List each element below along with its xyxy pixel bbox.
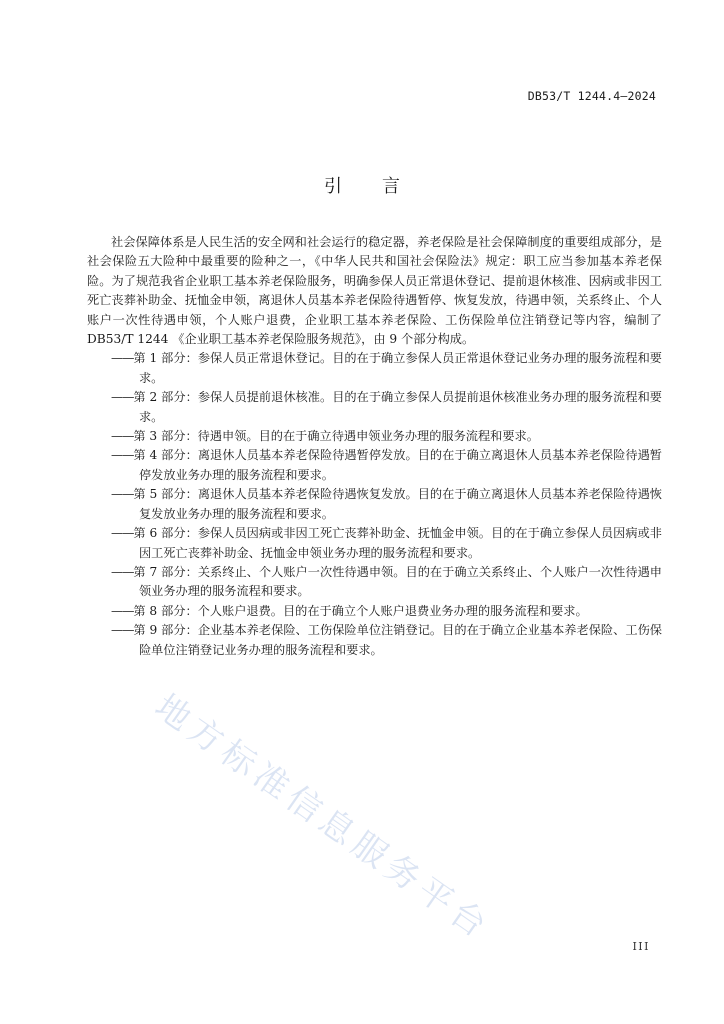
part-text: 第 5 部分：离退休人员基本养老保险待遇恢复发放。目的在于确立离退休人员基本养老保险待遇恢复发放业务办理的服务流程和要求。 [133,487,662,521]
list-item [87,388,662,427]
part-text: 第 9 部分：企业基本养老保险、工伤保险单位注销登记。目的在于确立企业基本养老保险、工伤保险单位注销登记业务办理的服务流程和要求。 [133,623,662,657]
list-item [87,524,662,563]
dash-marker: —— [111,603,134,618]
intro-paragraph: 社会保障体系是人民生活的安全网和社会运行的稳定器，养老保险是社会保障制度的重要组成部分，是社会保险五大险种中最重要的险种之一，《中华人民共和国社会保险法》规定：职工应当参加基本养老保险。为了规范我省企业职工基本养老保险服务，明确参保人员正常退休登记、提前退休核准、因病或非因工死亡丧葬补助金、抚恤金申领，离退休人员基本养老保险待遇暂停、恢复发放，待遇申领，关系终止、个人账户一次性待遇申领，个人账户退费，企业职工基本养老保险、工伤保险单位注销登记等内容，编制了 DB53/T 1244 《企业职工基本养老保险服务规范》，由 9 个部分构成。 [87,235,662,347]
part-text: 第 2 部分：参保人员提前退休核准。目的在于确立参保人员提前退休核准业务办理的服务流程和要求。 [133,390,662,424]
parts-list [87,349,662,660]
dash-marker: —— [111,351,134,366]
list-item [87,485,662,524]
dash-marker: —— [111,526,134,541]
part-text: 第 8 部分：个人账户退费。目的在于确立个人账户退费业务办理的服务流程和要求。 [133,603,588,618]
dash-marker: —— [111,390,134,405]
list-item [87,563,662,602]
part-text: 第 6 部分：参保人员因病或非因工死亡丧葬补助金、抚恤金申领。目的在于确立参保人员因病或非因工死亡丧葬补助金、抚恤金申领业务办理的服务流程和要求。 [133,526,662,560]
page-title: 引言 [324,176,440,197]
part-text: 第 7 部分：关系终止、个人账户一次性待遇申领。目的在于确立关系终止、个人账户一次性待遇申领业务办理的服务流程和要求。 [133,564,662,599]
part-text: 第 4 部分：离退休人员基本养老保险待遇暂停发放。目的在于确立离退休人员基本养老保险待遇暂停发放业务办理的服务流程和要求。 [133,448,662,482]
list-item [87,349,662,388]
list-item [87,602,662,621]
document-body [87,233,662,660]
dash-marker: —— [111,623,134,638]
dash-marker: —— [111,487,134,502]
list-item [87,621,662,660]
dash-marker: —— [111,448,134,463]
page-number: III [632,940,650,953]
list-item [87,427,662,446]
watermark: 地方标准信息服务平台 [147,686,499,949]
part-text: 第 1 部分：参保人员正常退休登记。目的在于确立参保人员正常退休登记业务办理的服务流程和要求。 [133,351,662,385]
dash-marker: —— [111,429,134,444]
document-code: DB53/T 1244.4—2024 [527,89,656,103]
part-text: 第 3 部分：待遇申领。目的在于确立待遇申领业务办理的服务流程和要求。 [133,429,539,444]
list-item [87,446,662,485]
dash-marker: —— [111,564,134,579]
